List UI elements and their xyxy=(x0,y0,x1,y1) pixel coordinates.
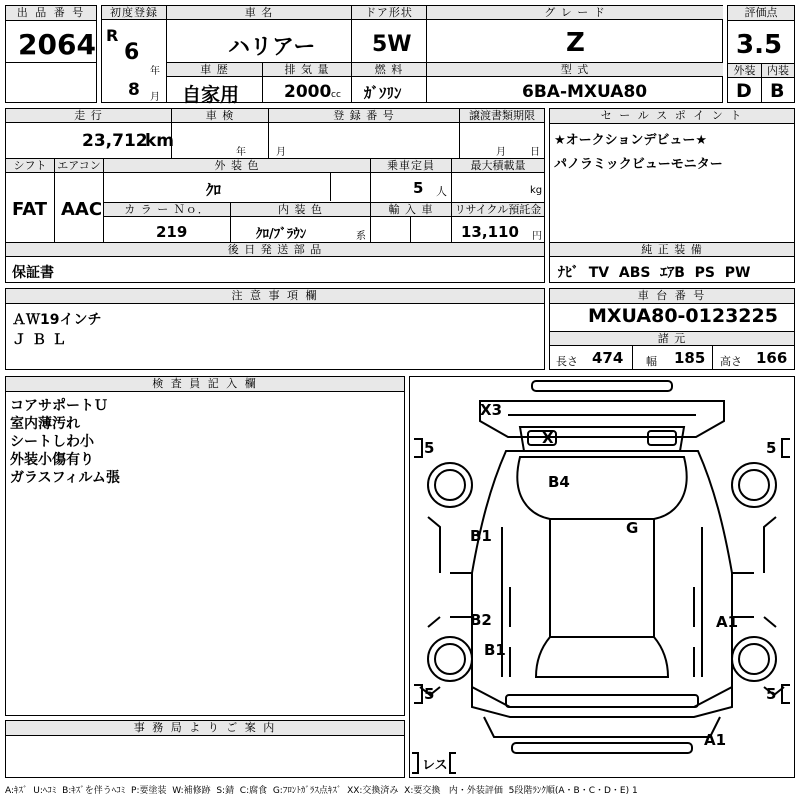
inspector-line-4: 外装小傷有り xyxy=(10,452,94,468)
sales-points-label: セ ー ル ス ポ イ ン ト xyxy=(550,109,794,124)
sales-line-2: パノラミックビューモニター xyxy=(554,157,723,172)
load-label: 最大積載量 xyxy=(452,159,544,173)
inspector-line-2: 室内薄汚れ xyxy=(10,416,80,432)
displacement-unit: cc xyxy=(331,90,341,100)
transfer-month-unit: 月 xyxy=(496,147,506,158)
year-unit: 年 xyxy=(150,66,160,77)
chassis-box xyxy=(549,288,795,370)
color-number: 219 xyxy=(156,223,188,241)
interior-color-unit: 系 xyxy=(356,231,366,242)
spare-tire: レス xyxy=(422,758,448,773)
history-label: 車 歴 xyxy=(167,63,262,77)
chassis-number: MXUA80-0123225 xyxy=(588,305,778,327)
mark-b1-rear: B1 xyxy=(484,641,506,659)
mileage-label: 走 行 xyxy=(6,109,171,123)
displacement-label: 排 気 量 xyxy=(263,63,351,77)
tire-front-right: 5 xyxy=(766,439,777,457)
color-no-label: カ ラ ー Ｎｏ． xyxy=(104,203,230,217)
score-box xyxy=(727,5,795,103)
inspection-label: 車 検 xyxy=(172,109,268,123)
model: 6BA-MXUA80 xyxy=(522,82,648,102)
inspection-month-unit: 月 xyxy=(276,147,286,158)
shift: FAT xyxy=(12,199,48,220)
height-label: 高さ xyxy=(720,355,742,368)
transfer-day-unit: 日 xyxy=(530,147,540,158)
first-reg-month: 8 xyxy=(128,80,140,100)
load-unit: kg xyxy=(530,185,543,196)
sales-points-box xyxy=(549,108,795,283)
mark-a1-side: A1 xyxy=(716,613,739,631)
lot-number-label: 出 品 番 号 xyxy=(6,6,96,21)
car-diagram-box xyxy=(409,376,795,778)
recycle-unit: 円 xyxy=(532,231,542,242)
month-unit: 月 xyxy=(150,92,160,103)
height: 166 xyxy=(756,349,788,367)
details-box xyxy=(5,108,545,283)
exterior-score: D xyxy=(736,80,752,102)
vehicle-info-box xyxy=(101,5,723,106)
door-label: ドア形状 xyxy=(352,6,426,20)
fuel-label: 燃 料 xyxy=(352,63,426,77)
width-label: 幅 xyxy=(646,355,657,368)
recycle-label: リサイクル預託金 xyxy=(452,203,544,217)
equipment-label: 純 正 装 備 xyxy=(550,243,794,257)
import-label: 輸 入 車 xyxy=(371,203,451,217)
model-label: 型 式 xyxy=(427,63,723,77)
notes-line-1: ＡＷ19インチ xyxy=(12,312,102,328)
mark-x: X xyxy=(542,429,554,447)
car-name-label: 車 名 xyxy=(167,6,351,20)
registration-label: 登 録 番 号 xyxy=(269,109,459,123)
tire-front-left: 5 xyxy=(424,439,435,457)
mark-g: G xyxy=(626,519,639,537)
mileage: 23,712 xyxy=(82,131,148,151)
fuel: ｶﾞｿﾘﾝ xyxy=(364,84,402,102)
ac: AAC xyxy=(61,199,103,220)
later-parts-label: 後 日 発 送 部 品 xyxy=(6,243,544,257)
inspector-line-5: ガラスフィルム張 xyxy=(10,470,120,486)
mark-a1-front: A1 xyxy=(704,731,727,749)
legend: A:ｷｽﾞ U:ﾍｺﾐ B:ｷｽﾞを伴うﾍｺﾐ P:要塗装 W:補修跡 S:錆 C:腐食 G:ﾌﾛﾝﾄｶﾞﾗｽ点ｷｽﾞ XX:交換済み X:要交換 内・外装評価 5段階ﾗﾝｸ順(A・B・C・D・E) 1 xyxy=(5,786,638,796)
exterior-color: ｸﾛ xyxy=(206,181,222,199)
inspector-box xyxy=(5,376,405,716)
displacement: 2000 xyxy=(284,82,332,102)
interior-color: ｸﾛ/ﾌﾞﾗｳﾝ xyxy=(256,227,307,242)
mark-x3: X3 xyxy=(480,401,503,419)
length: 474 xyxy=(592,349,624,367)
exterior-color-label: 外 装 色 xyxy=(104,159,370,173)
inspector-line-3: シートしわ小 xyxy=(10,434,94,450)
inspector-label: 検 査 員 記 入 欄 xyxy=(6,377,404,392)
era: R xyxy=(106,26,119,45)
mark-b1-front: B1 xyxy=(470,527,492,545)
capacity: 5 xyxy=(413,179,424,197)
first-reg-label: 初度登録 xyxy=(102,6,166,20)
grade: Z xyxy=(566,28,585,58)
transfer-label: 譲渡書類期限 xyxy=(460,109,544,123)
width: 185 xyxy=(674,349,706,367)
interior-color-label: 内 装 色 xyxy=(231,203,370,217)
car-diagram xyxy=(410,377,794,777)
mileage-unit: km xyxy=(145,131,175,151)
spec-label: 諸 元 xyxy=(550,331,794,346)
capacity-unit: 人 xyxy=(436,185,447,198)
length-label: 長さ xyxy=(556,355,578,368)
sales-line-1: ★オークションデビュー★ xyxy=(554,133,708,148)
ac-label: エアコン xyxy=(55,159,103,173)
score: 3.5 xyxy=(736,30,783,60)
car-name: ハリアー xyxy=(228,35,316,60)
tire-rear-right: 5 xyxy=(766,685,777,703)
tire-rear-left: 5 xyxy=(424,685,435,703)
notes-box xyxy=(5,288,545,370)
history: 自家用 xyxy=(182,84,240,106)
lot-number: 2064 xyxy=(18,28,96,61)
later-parts: 保証書 xyxy=(12,265,54,281)
office-label: 事 務 局 よ り ご 案 内 xyxy=(6,721,404,736)
interior-label: 内装 xyxy=(762,64,794,78)
first-reg-year: 6 xyxy=(124,40,140,65)
capacity-label: 乗車定員 xyxy=(371,159,451,173)
score-label: 評価点 xyxy=(728,6,794,21)
notes-line-2: ＪＢＬ xyxy=(12,332,72,348)
grade-label: グ レ ー ド xyxy=(427,6,723,20)
mark-b4: B4 xyxy=(548,473,570,491)
office-box xyxy=(5,720,405,778)
notes-label: 注 意 事 項 欄 xyxy=(6,289,544,304)
mark-b2: B2 xyxy=(470,611,492,629)
lot-number-box xyxy=(5,5,97,103)
shift-label: シフト xyxy=(6,159,54,173)
inspector-line-1: コアサポートＵ xyxy=(10,398,108,414)
interior-score: B xyxy=(770,80,785,102)
door-type: 5W xyxy=(372,32,412,57)
exterior-label: 外装 xyxy=(728,64,761,78)
inspection-year-unit: 年 xyxy=(236,147,246,158)
equipment: ﾅﾋﾞ TV ABS ｴｱB PS PW xyxy=(558,265,751,281)
recycle-fee: 13,110 xyxy=(461,223,519,241)
chassis-label: 車 台 番 号 xyxy=(550,289,794,304)
